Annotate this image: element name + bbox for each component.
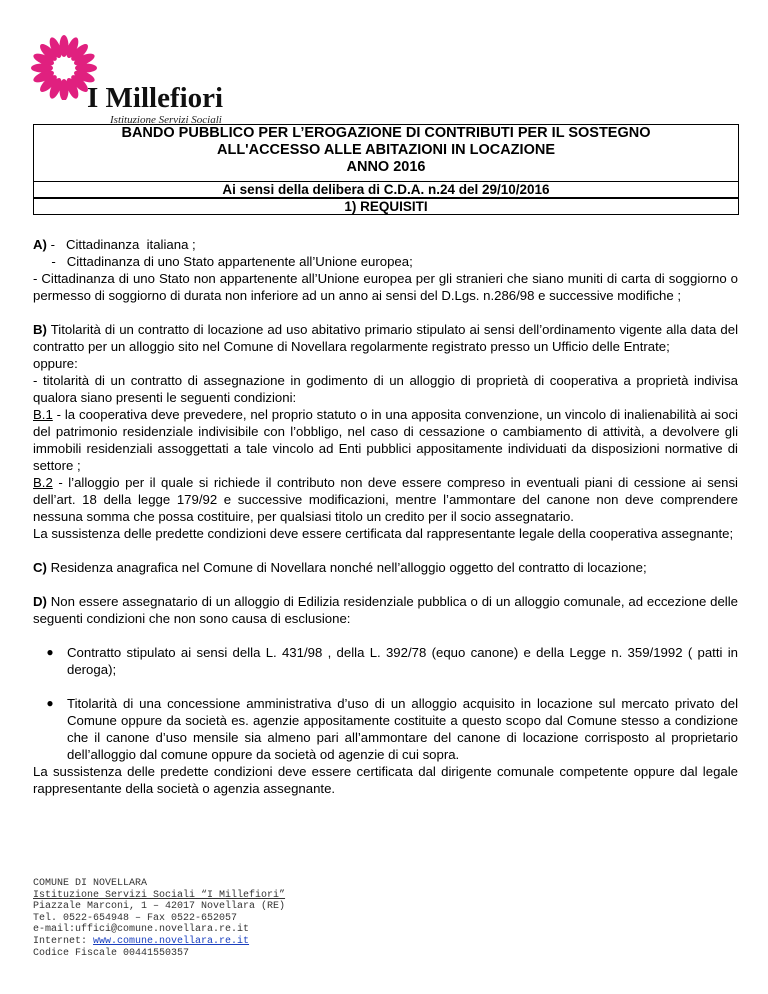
footer-institution: Istituzione Servizi Sociali “I Millefiori” — [33, 889, 286, 901]
section-d: D) Non essere assegnatario di un alloggio di Edilizia residenziale pubblica o di un alloggio comunale, ad eccezione delle seguenti condizioni che non sono causa di esclusione: — [33, 594, 738, 626]
section-b-certification: La sussistenza delle predette condizioni deve essere certificata dal rappresentante legale della cooperativa assegnante; — [33, 526, 734, 541]
footer-internet: Internet: www.comune.novellara.re.it — [33, 935, 250, 947]
footer-email: e-mail:uffici@comune.novellara.re.it — [33, 924, 250, 936]
website-link[interactable]: www.comune.novellara.re.it — [93, 935, 250, 947]
logo — [30, 30, 230, 125]
section-b2-label: B.2 — [33, 475, 53, 490]
footer-phone: Tel. 0522-654948 – Fax 0522-652057 — [33, 912, 238, 924]
title-line-3: ANNO 2016 — [346, 159, 426, 175]
title-line-1: BANDO PUBBLICO PER L’EROGAZIONE DI CONTRIBUTI PER IL SOSTEGNO — [121, 125, 651, 141]
section-b2: B.2 - l’alloggio per il quale si richiede il contributo non deve essere compreso in eventuali piani di cessione ai sensi dell’art. 18 della legge 179/92 e successive modificazioni, mentre l’ammontare del canone non deve comprendere nessuna somma che possa costituire, per qualsiasi titolo un credito per il socio assegnatario. — [33, 475, 738, 524]
section-a-label: A) — [33, 237, 47, 252]
section-heading: 1) REQUISITI — [33, 198, 739, 215]
list-item — [33, 644, 738, 678]
bullet-icon: ● — [46, 696, 54, 710]
section-a-line-3: - Cittadinanza di uno Stato non appartenente all’Unione europea per gli stranieri che siano muniti di carta di soggiorno o permesso di soggiorno di durata non inferiore ad un anno ai sensi del D.Lgs. n.286/98 e successive modifiche ; — [33, 271, 738, 303]
section-a-line-1: A) - Cittadinanza italiana ; — [33, 237, 196, 252]
footer-tax-code: Codice Fiscale 00441550357 — [33, 947, 190, 959]
section-a-line-2: - Cittadinanza di uno Stato appartenente all’Unione europea; — [33, 254, 413, 269]
document-title — [33, 124, 739, 182]
list-item — [33, 695, 738, 763]
section-b-text2: - titolarità di un contratto di assegnazione in godimento di un alloggio di proprietà di cooperativa a proprietà indivisa qualora siano presenti le seguenti condizioni: — [33, 373, 738, 405]
section-b: B) Titolarità di un contratto di locazione ad uso abitativo primario stipulato ai sensi dell’ordinamento vigente alla data del contratto per un alloggio sito nel Comune di Novellara regolarmente registrato presso un Ufficio delle Entrate; — [33, 322, 738, 354]
section-d-certification: La sussistenza delle predette condizioni deve essere certificata dal dirigente comunale competente oppure dal legale rappresentante della società o agenzia assegnante. — [33, 764, 738, 796]
section-c: C) Residenza anagrafica nel Comune di Novellara nonché nell’alloggio oggetto del contratto di locazione; — [33, 560, 647, 575]
logo-name: I Millefiori — [87, 82, 224, 114]
section-b-oppure: oppure: — [33, 356, 78, 371]
section-b1-label: B.1 — [33, 407, 53, 422]
bullet-2-text: Titolarità di una concessione amministrativa d’uso di un alloggio acquisito in locazione sul mercato privato del Comune oppure da società es. agenzie appositamente costituite a questo scopo dal Comune stesso a condizione che il canone d’uso mensile sia almeno pari all’ammontare del canone di locazione corrisposto al proprietario dell’alloggio dal comune oppure da società od agenzie di cui sopra. — [67, 696, 738, 762]
document-subtitle: Ai sensi della delibera di C.D.A. n.24 del 29/10/2016 — [33, 181, 739, 198]
section-c-label: C) — [33, 560, 47, 575]
logo-subtitle: Istituzione Servizi Sociali — [110, 114, 222, 126]
section-d-label: D) — [33, 594, 47, 609]
footer — [33, 878, 285, 959]
footer-address: Piazzale Marconi, 1 – 42017 Novellara (RE) — [33, 901, 286, 913]
bullet-icon: ● — [46, 645, 54, 659]
footer-municipality: COMUNE DI NOVELLARA — [33, 878, 148, 889]
section-b1: B.1 - la cooperativa deve prevedere, nel proprio statuto o in una apposita convenzione, un vincolo di inalienabilità ai soci del patrimonio residenziale indivisibile con l’obbligo, nel caso di cessazione o cambiamento di attività, a devolvere gli immobili residenziali assoggettati a tale vincolo ad Enti pubblici appositamente individuati da disposizioni normative di settore ; — [33, 407, 738, 473]
title-line-2: ALL'ACCESSO ALLE ABITAZIONI IN LOCAZIONE — [216, 142, 555, 158]
section-b-label: B) — [33, 322, 47, 337]
document-body — [33, 236, 738, 797]
bullet-1-text: Contratto stipulato ai sensi della L. 431/98 , della L. 392/78 (equo canone) e della Legge n. 359/1992 ( patti in deroga); — [67, 645, 738, 677]
